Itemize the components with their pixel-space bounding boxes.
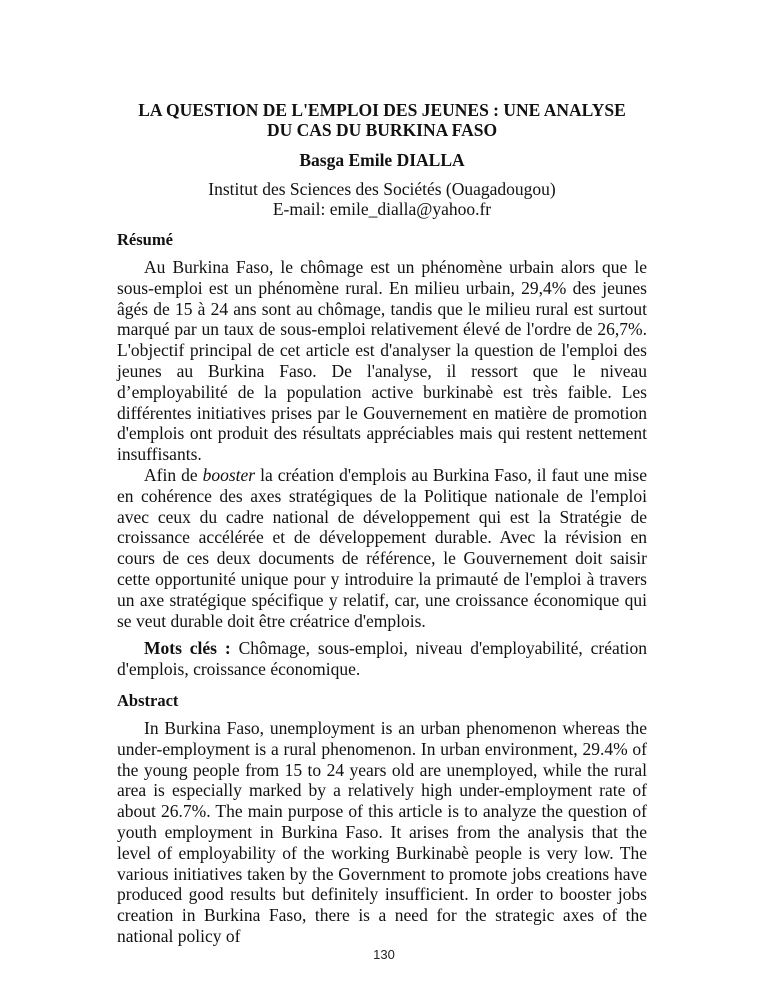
article-page bbox=[117, 100, 647, 947]
article-title bbox=[117, 100, 647, 140]
page-number: 130 bbox=[373, 947, 395, 962]
resume-heading: Résumé bbox=[117, 230, 173, 249]
keywords-paragraph bbox=[117, 638, 647, 680]
author-email: E-mail: emile_dialla@yahoo.fr bbox=[272, 199, 492, 219]
institution: Institut des Sciences des Sociétés (Ouagadougou) bbox=[208, 179, 556, 199]
author-affiliation bbox=[117, 179, 647, 219]
booster-italic-word: booster bbox=[202, 464, 256, 485]
abstract-heading: Abstract bbox=[117, 690, 179, 710]
keywords-label: Mots clés : bbox=[144, 638, 231, 659]
resume-paragraph-2-rest: la création d'emplois au Burkina Faso, il faut une mise en cohérence des axes stratégiques de la Politique nationale de l'emploi avec ceux du cadre national de développement qui est la Stratégie de croissance accélérée et de développement durable. Avec la révision en cours de ces deux documents de référence, le Gouvernement doit saisir cette opportunité unique pour y introduire la primauté de l'emploi à travers un axe stratégique spécifique y relatif, car, une croissance économique qui se veut durable doit être créatrice d'emplois. bbox=[117, 464, 647, 631]
resume-paragraph-2-start: Afin de bbox=[144, 464, 203, 485]
resume-paragraph-1: Au Burkina Faso, le chômage est un phénomène urbain alors que le sous-emploi est un phénomène rural. En milieu urbain, 29,4% des jeunes âgés de 15 à 24 ans sont au chômage, tandis que le milieu rural est surtout marqué par un taux de sous-emploi relativement élevé de l'ordre de 26,7%. L'objectif principal de cet article est d'analyser la question de l'emploi des jeunes au Burkina Faso. De l'analyse, il ressort que le niveau d’employabilité de la population active burkinabè est très faible. Les différentes initiatives prises par le Gouvernement en matière de promotion d'emplois ont produit des résultats appréciables mais qui restent nettement insuffisants. bbox=[117, 257, 647, 465]
resume-paragraph-2 bbox=[117, 465, 647, 631]
abstract-paragraph: In Burkina Faso, unemployment is an urban phenomenon whereas the under-employment is a rural phenomenon. In urban environment, 29.4% of the young people from 15 to 24 years old are unemployed, while the rural area is especially marked by a relatively high under-employment rate of about 26.7%. The main purpose of this article is to analyze the question of youth employment in Burkina Faso. It arises from the analysis that the level of employability of the working Burkinabè people is very low. The various initiatives taken by the Government to promote jobs creations have produced good results but definitely insufficient. In order to booster jobs creation in Burkina Faso, there is a need for the strategic axes of the national policy of bbox=[117, 717, 647, 946]
author-name: Basga Emile DIALLA bbox=[299, 150, 465, 170]
article-title-line-1: LA QUESTION DE L'EMPLOI DES JEUNES : UNE ANALYSE bbox=[138, 100, 626, 120]
article-title-line-2: DU CAS DU BURKINA FASO bbox=[266, 120, 498, 140]
keywords-text: Chômage, sous-emploi, niveau d'employabilité, création d'emplois, croissance économique. bbox=[117, 638, 648, 680]
